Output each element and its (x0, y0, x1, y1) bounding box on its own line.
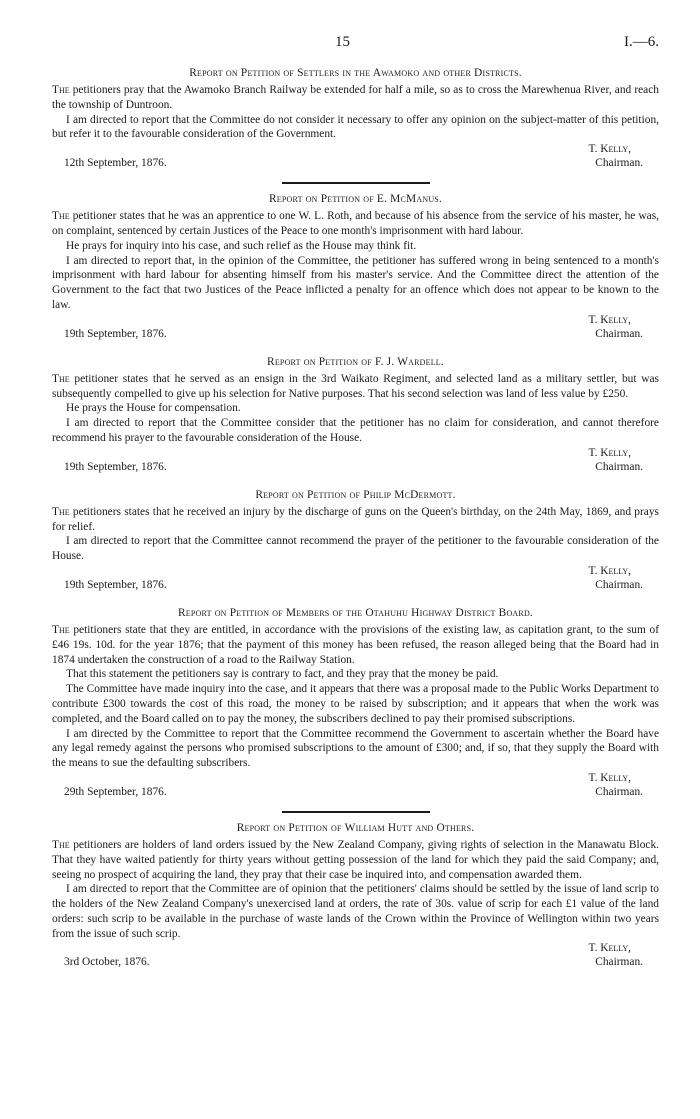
signatory-role: Chairman. (595, 956, 643, 969)
report-wardell (52, 355, 659, 476)
document-page (52, 34, 659, 971)
signature-block (52, 313, 659, 343)
report-title: Report on Petition of E. McManus. (269, 193, 442, 206)
report-paragraph: He prays the House for compensation. (66, 402, 241, 415)
report-title: Report on Petition of Members of the Otahuhu Highway District Board. (178, 606, 533, 619)
signature-block (52, 142, 659, 172)
signature-block (52, 941, 659, 971)
signatory-name: T. Kelly, (588, 143, 631, 156)
report-paragraph: He prays for inquiry into his case, and such relief as the House may think fit. (66, 239, 417, 252)
report-date: 12th September, 1876. (64, 157, 167, 170)
report-title: Report on Petition of Settlers in the Awamoko and other Districts. (189, 67, 522, 79)
report-date: 3rd October, 1876. (64, 956, 150, 969)
report-paragraph: The petitioners are holders of land orders issued by the New Zealand Company, giving rights of selection in the Manawatu Block. That they have waited patiently for thirty years without getting possession of the land for which they paid the said Company; and, seeing no prospect of acquiring the land, they pray that their case be inquired into, and compensation awarded them. (52, 838, 659, 881)
signatory-role: Chairman. (595, 785, 643, 798)
report-awamoko (52, 66, 659, 172)
report-paragraph: I am directed to report that the Committee cannot recommend the prayer of the petitioner to the favourable consideration of the House. (52, 535, 659, 563)
report-date: 19th September, 1876. (64, 327, 167, 340)
signatory-name: T. Kelly, (588, 446, 631, 459)
signatory-role: Chairman. (595, 157, 643, 170)
report-hutt (52, 821, 659, 972)
signatory-name: T. Kelly, (588, 942, 631, 955)
report-paragraph: I am directed by the Committee to report that the Committee recommend the Government to ascertain whether the Board have any legal remedy against the persons who promised subscriptions to the amount of £300; and, if so, that they supply the Board with the means to sue the defaulting subscribers. (52, 727, 659, 770)
report-date: 19th September, 1876. (64, 578, 167, 591)
signatory-role: Chairman. (595, 460, 643, 473)
page-number: 15 (335, 34, 350, 50)
report-mcdermott (52, 488, 659, 594)
paper-reference: I.—6. (624, 34, 659, 50)
report-paragraph: I am directed to report that the Committee consider that the petitioner has no claim for consideration, and cannot therefore recommend his prayer to the favourable consideration of the House. (52, 417, 659, 444)
report-paragraph: I am directed to report that, in the opinion of the Committee, the petitioner has suffered wrong in being sentenced to a month's imprisonment with hard labour for absenting himself from his master's service. And the Committee direct the attention of the Government to the fact that two Justices of the Peace inflicted a penalty for an offence which does not appear to be known to the law. (52, 254, 659, 311)
report-title: Report on Petition of F. J. Wardell. (267, 355, 444, 368)
report-date: 19th September, 1876. (64, 460, 167, 473)
report-otahuhu (52, 606, 659, 801)
report-title: Report on Petition of William Hutt and Others. (236, 821, 475, 834)
signatory-role: Chairman. (595, 578, 643, 591)
report-paragraph: The petitioner states that he served as an ensign in the 3rd Waikato Regiment, and selected land as a military settler, but was subsequently compelled to give up his selection for Native purposes. That his second selection was land of less value by £250. (52, 372, 659, 400)
report-title: Report on Petition of Philip McDermott. (255, 488, 456, 501)
signatory-role: Chairman. (595, 327, 643, 340)
report-paragraph: The petitioners states that he received an injury by the discharge of guns on the Queen's birthday, on the 24th May, 1869, and prays for relief. (52, 505, 659, 533)
report-paragraph: I am directed to report that the Committee are of opinion that the petitioners' claims should be settled by the issue of land scrip to the holders of the New Zealand Company's unexercised land at orders, the rate of 30s. value of scrip for each £1 value of the land orders: such scrip to be available in the purchase of waste lands of the Crown within the Province of Wellington within two years from the issue of such scrip. (52, 883, 659, 940)
signature-block (52, 446, 659, 476)
report-paragraph: The Committee have made inquiry into the case, and it appears that there was a proposal made to the Public Works Department to contribute £300 towards the cost of this road, the money to be raised by subscription; and it appears that when the work was completed, and the Board called on to pay the money, the subscribers declined to pay their promised subscriptions. (52, 683, 659, 725)
signature-block (52, 564, 659, 594)
report-date: 29th September, 1876. (64, 785, 167, 798)
section-divider (282, 811, 430, 813)
report-mcmanus (52, 192, 659, 343)
section-divider (282, 182, 430, 184)
report-paragraph: That this statement the petitioners say is contrary to fact, and they pray that the money be paid. (66, 668, 499, 681)
signatory-name: T. Kelly, (588, 771, 631, 784)
signature-block (52, 771, 659, 801)
report-paragraph: The petitioners state that they are entitled, in accordance with the provisions of the existing law, as capitation grant, to the sum of £46 19s. 10d. for the year 1876; that the payment of this money has been refused, the reason alleged being that the Board had in 1874 undertaken the construction of a road to the Railway Station. (52, 623, 659, 666)
report-paragraph: The petitioners pray that the Awamoko Branch Railway be extended for half a mile, so as to cross the Marewhenua River, and reach the township of Duntroon. (52, 84, 659, 111)
signatory-name: T. Kelly, (588, 313, 631, 326)
page-header (52, 34, 659, 60)
signatory-name: T. Kelly, (588, 564, 631, 577)
report-paragraph: I am directed to report that the Committee do not consider it necessary to offer any opinion on the subject-matter of this petition, but refer it to the favourable consideration of the Government. (52, 113, 659, 141)
report-paragraph: The petitioner states that he was an apprentice to one W. L. Roth, and because of his absence from the service of his master, he was, on complaint, sentenced by certain Justices of the Peace to one month's imprisonment with hard labour. (52, 210, 659, 237)
